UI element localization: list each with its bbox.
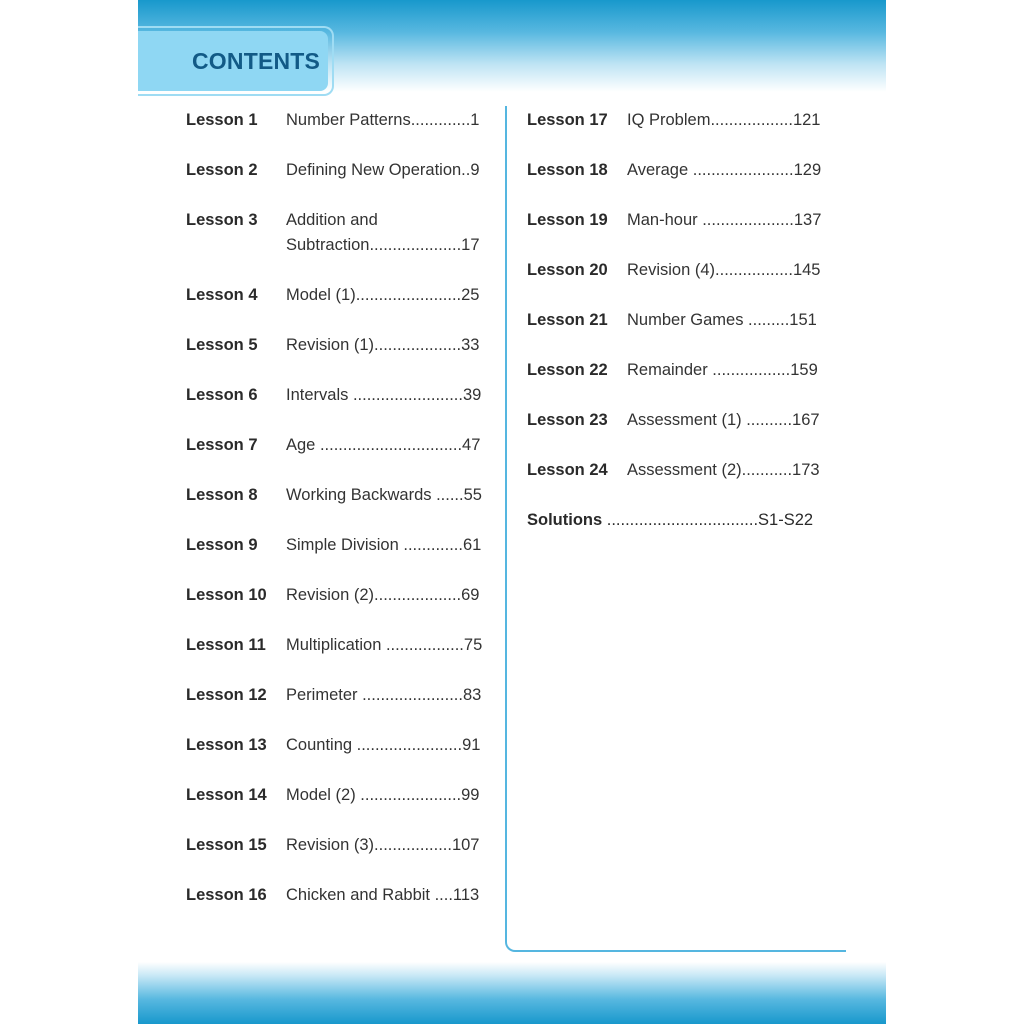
lesson-title: Assessment (1) ..........167 (627, 411, 820, 429)
lesson-label: Lesson 22 (527, 361, 608, 379)
toc-entry[interactable] (527, 258, 831, 308)
solutions-label: Solutions (527, 511, 603, 529)
lesson-title: Counting .......................91 (286, 736, 481, 754)
lesson-label: Lesson 1 (186, 111, 258, 129)
lesson-label: Lesson 5 (186, 336, 258, 354)
toc-entry[interactable] (527, 308, 831, 358)
lesson-title: Working Backwards ......55 (286, 486, 482, 504)
lesson-title: Multiplication .................75 (286, 636, 483, 654)
toc-entry[interactable] (186, 433, 490, 483)
lesson-label: Lesson 11 (186, 636, 266, 654)
toc-entry[interactable] (186, 583, 490, 633)
toc-entry[interactable] (527, 158, 831, 208)
toc-entry[interactable] (186, 483, 490, 533)
lesson-label: Lesson 16 (186, 886, 267, 904)
lesson-label: Lesson 4 (186, 286, 258, 304)
toc-entry[interactable] (186, 383, 490, 433)
lesson-label: Lesson 14 (186, 786, 267, 804)
lesson-label: Lesson 15 (186, 836, 267, 854)
lesson-label: Lesson 7 (186, 436, 258, 454)
lesson-label: Lesson 23 (527, 411, 608, 429)
lesson-label: Lesson 3 (186, 211, 258, 229)
lesson-title: Model (1).......................25 (286, 286, 480, 304)
lesson-label: Lesson 6 (186, 386, 258, 404)
toc-entry[interactable] (186, 333, 490, 383)
lesson-title: Assessment (2)...........173 (627, 461, 820, 479)
lesson-title: Remainder .................159 (627, 361, 818, 379)
lesson-label: Lesson 12 (186, 686, 267, 704)
lesson-label: Lesson 10 (186, 586, 267, 604)
lesson-title: Model (2) ......................99 (286, 786, 480, 804)
toc-entry[interactable] (186, 833, 490, 883)
lesson-title: Average ......................129 (627, 161, 822, 179)
lesson-title: Addition and (286, 211, 378, 229)
lesson-label: Lesson 21 (527, 311, 608, 329)
toc-entry[interactable] (186, 208, 490, 258)
toc-entry[interactable] (186, 883, 490, 933)
lesson-title: Man-hour ....................137 (627, 211, 822, 229)
lesson-title: Revision (3).................107 (286, 836, 480, 854)
toc-entry[interactable] (186, 533, 490, 583)
toc-entry[interactable] (527, 108, 831, 158)
lesson-title: Revision (4).................145 (627, 261, 821, 279)
lesson-title: Revision (1)...................33 (286, 336, 480, 354)
lesson-title: Intervals ........................39 (286, 386, 482, 404)
toc-entry[interactable] (527, 358, 831, 408)
lesson-label: Lesson 9 (186, 536, 258, 554)
lesson-label: Lesson 20 (527, 261, 608, 279)
lesson-label: Lesson 19 (527, 211, 608, 229)
lesson-label: Lesson 24 (527, 461, 608, 479)
lesson-title: Simple Division .............61 (286, 536, 482, 554)
solutions-pages: .................................S1-S22 (602, 511, 814, 529)
toc-entry[interactable] (527, 458, 831, 508)
lesson-title: IQ Problem..................121 (627, 111, 821, 129)
toc-entry[interactable] (186, 683, 490, 733)
lesson-label: Lesson 18 (527, 161, 608, 179)
lesson-title-line-2: Subtraction....................17 (286, 236, 480, 254)
toc-entry[interactable] (186, 633, 490, 683)
toc-entry[interactable] (186, 158, 490, 208)
lesson-title: Age ...............................47 (286, 436, 481, 454)
lesson-label: Lesson 13 (186, 736, 267, 754)
toc-entry[interactable] (186, 283, 490, 333)
toc-entry[interactable] (186, 108, 490, 158)
lesson-label: Lesson 8 (186, 486, 258, 504)
lesson-title: Chicken and Rabbit ....113 (286, 886, 480, 904)
page-title: CONTENTS (192, 48, 321, 74)
bottom-gradient-band (138, 962, 886, 1024)
toc-entry[interactable] (527, 408, 831, 458)
lesson-title: Number Games .........151 (627, 311, 817, 329)
lesson-title: Revision (2)...................69 (286, 586, 480, 604)
solutions-entry[interactable] (527, 508, 831, 558)
contents-page (138, 0, 886, 1024)
lesson-title: Number Patterns.............1 (286, 111, 480, 129)
toc-entry[interactable] (186, 783, 490, 833)
toc-entry[interactable] (527, 208, 831, 258)
toc-entry[interactable] (186, 733, 490, 783)
lesson-label: Lesson 17 (527, 111, 608, 129)
lesson-title: Perimeter ......................83 (286, 686, 482, 704)
lesson-title: Defining New Operation..9 (286, 161, 480, 179)
lesson-label: Lesson 2 (186, 161, 258, 179)
